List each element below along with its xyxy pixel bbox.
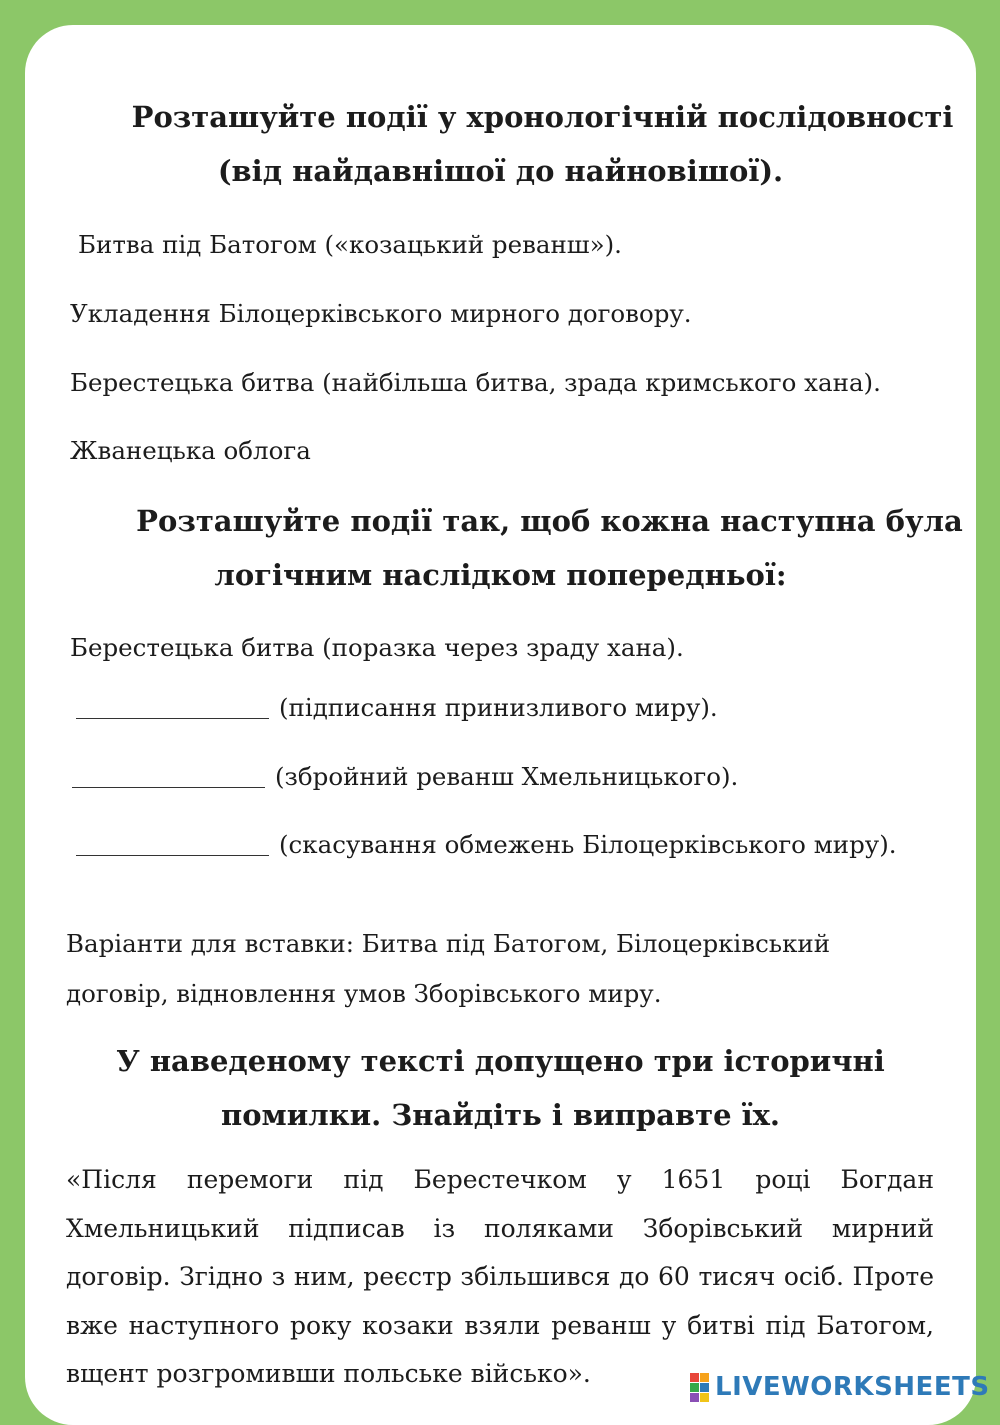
options-line-1: Варіанти для вставки: Битва під Батогом, Білоцерківський [66,929,831,958]
section1-item-2: Укладення Білоцерківського мирного договору. [70,299,692,328]
error-text-paragraph: «Після перемоги під Берестечком у 1651 році Богдан Хмельницький підписав із поляками Зборівський мирний договір. Згідно з ним, реєстр збільшився до 60 тисяч осіб. Проте вже наступного року козаки взяли реванш у битві під Батогом, вщент розгромивши польське військо». [66,1165,934,1388]
section2-heading-line2: логічним наслідком попередньої: [214,558,787,592]
section1-item-3: Берестецька битва (найбільша битва, зрада кримського хана). [70,368,881,397]
worksheet-page [25,25,976,1425]
section1-heading-line2: (від найдавнішої до найновішої). [217,154,784,188]
section3-heading-line1: У наведеному тексті допущено три історичні [116,1044,885,1078]
section1-heading-line1: Розташуйте події у хронологічній послідовності [131,100,954,134]
section2-heading-line1: Розташуйте події так, щоб кожна наступна була [136,504,963,538]
answer-hint-1: (підписання принизливого миру). [279,693,718,722]
answer-row-3 [76,830,897,859]
answer-row-2 [72,762,738,791]
answer-hint-2: (збройний реванш Хмельницького). [275,762,739,791]
answer-blank-1[interactable] [76,696,269,719]
watermark-text: LIVEWORKSHEETS [715,1372,990,1402]
section3-heading-line2: помилки. Знайдіть і виправте їх. [220,1098,781,1132]
section1-item-1: Битва під Батогом («козацький реванш»). [78,230,622,259]
options-line-2: договір, відновлення умов Зборівського миру. [66,979,662,1008]
liveworksheets-logo-icon [690,1373,709,1402]
answer-hint-3: (скасування обмежень Білоцерківського миру). [279,830,897,859]
liveworksheets-watermark [690,1372,990,1402]
answer-blank-3[interactable] [76,833,269,856]
section2-first-item: Берестецька битва (поразка через зраду хана). [70,633,684,662]
answer-blank-2[interactable] [72,765,265,788]
section1-item-4: Жванецька облога [70,436,311,465]
answer-row-1 [76,693,718,722]
